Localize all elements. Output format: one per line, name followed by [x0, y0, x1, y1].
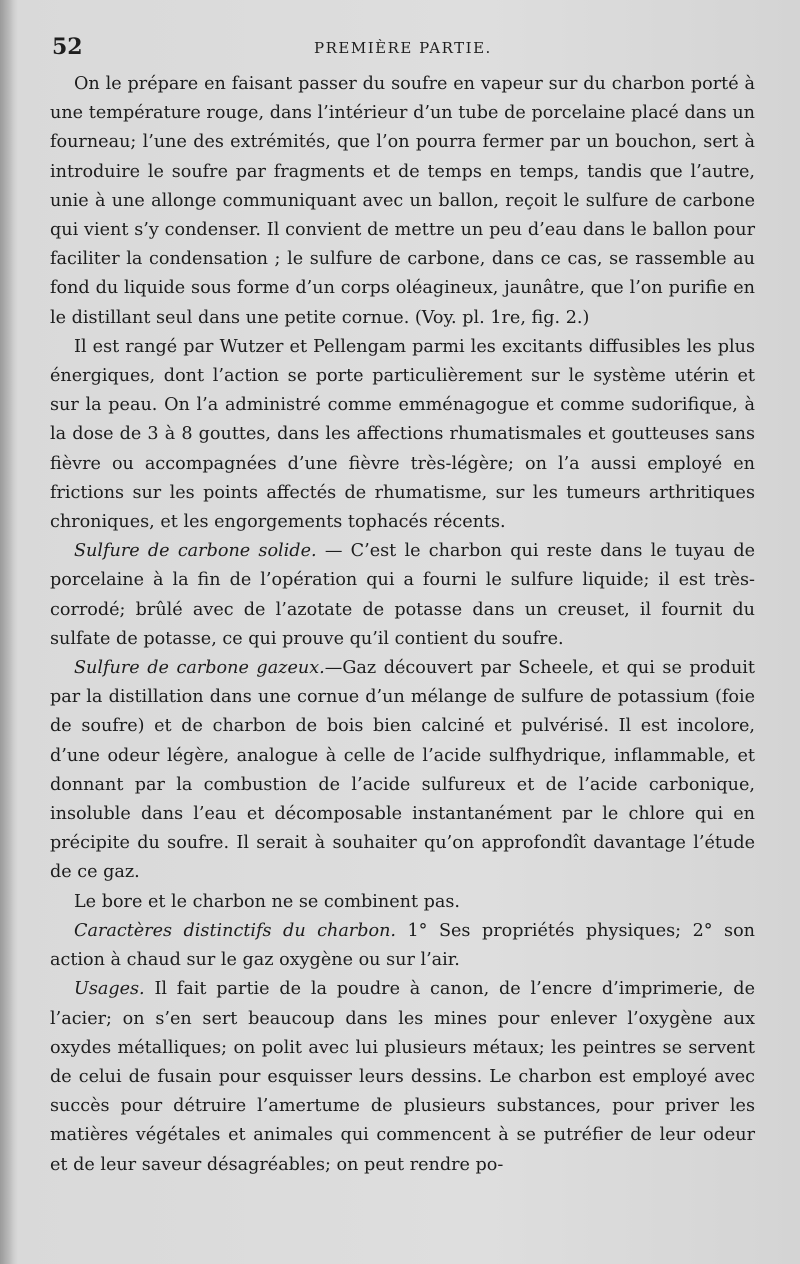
paragraph-gaseous-sulfide: Sulfure de carbone gazeux.—Gaz découvert par Scheele, et qui se produit par la distillation dans une cornue d’un mélange de sulfure de potassium (foie de soufre) et de charbon de bois bien calciné et pulvérisé. Il est incolore, d’une odeur légère, analogue à celle de l’acide sulfhydrique, inflammable, et donnant par la combustion de l’acide sulfureux et de l’acide carbonique, insoluble dans l’eau et décomposable instantanément par le chlore qui en précipite du soufre. Il serait à souhaiter qu’on approfondît davantage l’étude de ce gaz.	[50, 658, 755, 883]
body-text	[50, 70, 755, 1180]
paragraph-lead: Sulfure de carbone gazeux.	[74, 658, 325, 679]
paragraph-solid-sulfide: Sulfure de carbone solide. — C’est le charbon qui reste dans le tuyau de porcelaine à la fin de l’opération qui a fourni le sulfure liquide; il est très-corrodé; brûlé avec de l’azotate de potasse dans un creuset, il fournit du sulfate de potasse, ce qui prouve qu’il contient du soufre.	[50, 541, 756, 649]
paragraph-lead: Caractères distinctifs du charbon.	[74, 920, 396, 941]
paragraph-lead: Sulfure de carbone solide.	[74, 541, 317, 562]
paragraph-lead: Usages.	[74, 979, 145, 1000]
page-header	[52, 34, 752, 64]
paragraph-boron: Le bore et le charbon ne se combinent pas.	[74, 891, 461, 912]
paragraph-preparation: On le prépare en faisant passer du soufre en vapeur sur du charbon porté à une température rouge, dans l’intérieur d’un tube de porcelaine placé dans un fourneau; l’une des extrémités, que l’on pourra fermer par un bouchon, sert à introduire le soufre par fragments et de temps en temps, tandis que l’autre, unie à une allonge communiquant avec un ballon, reçoit le sulfure de carbone qui vient s’y condenser. Il convient de mettre un peu d’eau dans le ballon pour faciliter la condensation ; le sulfure de carbone, dans ce cas, se rassemble au fond du liquide sous forme d’un corps oléagineux, jaunâtre, que l’on purifie en le distillant seul dans une petite cornue. (Voy. pl. 1re, fig. 2.)	[50, 74, 755, 328]
running-head: PREMIÈRE PARTIE.	[314, 39, 492, 57]
paragraph-uses: Usages. Il fait partie de la poudre à canon, de l’encre d’imprimerie, de l’acier; on s’en sert beaucoup dans les mines pour enlever l’oxygène aux oxydes métalliques; on polit avec lui plusieurs métaux; les peintres se servent de celui de fusain pour esquisser leurs dessins. Le charbon est employé avec succès pour détruire l’amertume de plusieurs substances, pour priver les matières végétales et animales qui commencent à se putréfier de leur odeur et de leur saveur désagréables; on peut rendre po-	[50, 979, 755, 1175]
paragraph-therapeutic-use: Il est rangé par Wutzer et Pellengam parmi les excitants diffusibles les plus énergiques, dont l’action se porte particulièrement sur le système utérin et sur la peau. On l’a administré comme emménagogue et comme sudorifique, à la dose de 3 à 8 gouttes, dans les affections rhumatismales et goutteuses sans fièvre ou accompagnées d’une fièvre très-légère; on l’a aussi employé en frictions sur les points affectés de rhumatisme, sur les tumeurs arthritiques chroniques, et les engorgements tophacés récents.	[50, 336, 755, 533]
page-gutter-shadow	[0, 0, 18, 1264]
page-number: 52	[52, 34, 83, 60]
paragraph-distinctive-characters: Caractères distinctifs du charbon. 1° Ses propriétés physiques; 2° son action à chaud sur le gaz oxygène ou sur l’air.	[50, 920, 755, 971]
